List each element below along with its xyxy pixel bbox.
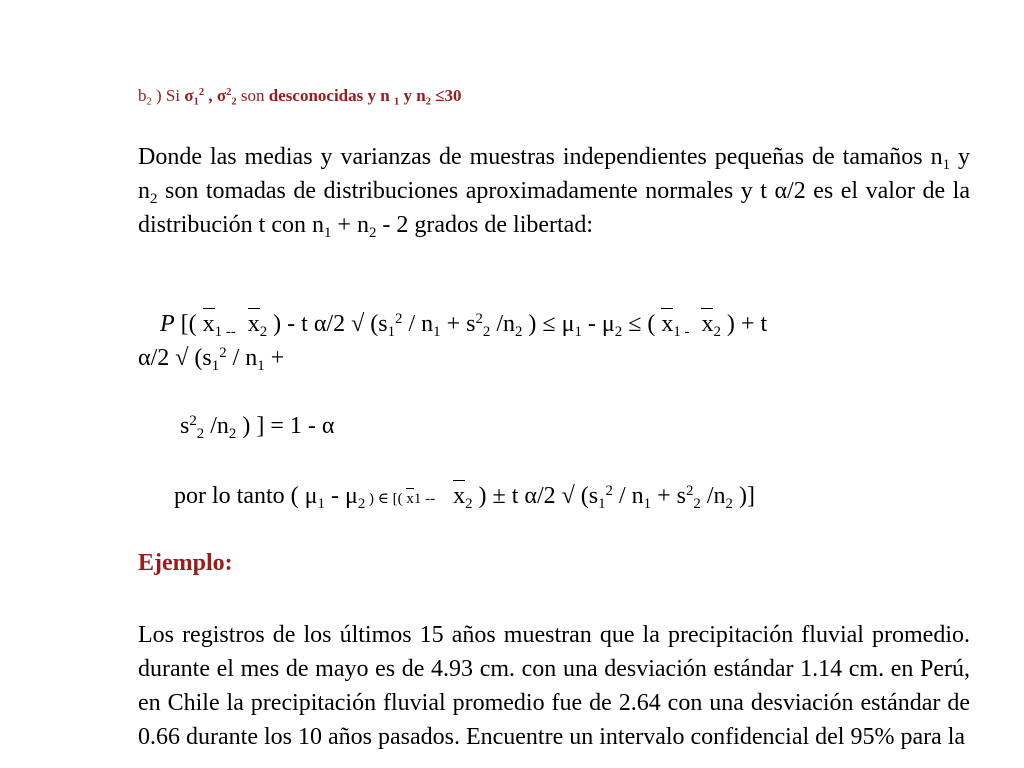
formula-line-4 (174, 482, 755, 513)
heading-comma: , (204, 86, 217, 105)
example-title: Ejemplo: (138, 550, 233, 576)
formula-line-1 (160, 310, 768, 341)
f4-n2-sub: 2 (725, 496, 733, 513)
f3-s-sup: 2 (189, 412, 197, 429)
p1-text-5: - 2 grados de libertad: (376, 212, 594, 238)
p1-text-3: son tomadas de distribuciones aproximadamente normales y t α/2 es el valor de la distribución t con n (138, 178, 970, 238)
example-paragraph: Los registros de los últimos 15 años muestran que la precipitación fluvial promedio. durante el mes de mayo es de 4.93 cm. con una desviación estándar 1.14 cm. en Perú, en Chile la precipitación fluvial promedio fue de 2.64 con una desviación estándar de 0.66 durante los 10 años pasados. Encuentre un intervalo confidencial del 95% para la (138, 622, 970, 750)
f1-s2-sub: 2 (482, 324, 491, 341)
f4-t5: + s (651, 483, 686, 509)
f4-t6: /n (700, 483, 726, 509)
prob-symbol: P (160, 311, 175, 337)
f4-mu1-sub: 1 (317, 496, 325, 513)
xbar-3-sub: 1 - (673, 324, 690, 341)
f4-t2: - μ (324, 483, 358, 509)
f2-t1: α/2 √ (s (138, 345, 212, 371)
p1-text-1: Donde las medias y varianzas de muestras independientes pequeñas de tamaños n (138, 144, 943, 170)
sigma-1-sub: 1 (193, 96, 199, 108)
xbar-1: x (202, 311, 215, 337)
heading-desconocidas: desconocidas y n (268, 86, 394, 105)
xbar-3: x (661, 311, 674, 337)
f1-leq2: ≤ ( (622, 311, 662, 337)
f1-leq1: ) ≤ μ (522, 311, 575, 337)
f2-s1-sub: 1 (211, 358, 220, 375)
formula-line-3 (180, 412, 335, 443)
f4-mu2-sub: 2 (357, 496, 366, 513)
xbar-2: x (247, 311, 260, 337)
case-heading (138, 86, 462, 106)
heading-leq-30: ≤30 (430, 86, 462, 105)
f4-t1: por lo tanto ( μ (174, 483, 318, 509)
heading-b: b (138, 86, 147, 105)
f1-minus: - μ (581, 311, 615, 337)
f2-t3: + (264, 345, 285, 371)
f1-n1-sub: 1 (433, 324, 441, 341)
f2-s1-sup: 2 (219, 344, 227, 361)
f2-t2: / n (226, 345, 258, 371)
p1-text-2: y n (138, 144, 971, 204)
f4-small-xbar: x (406, 491, 414, 507)
definition-paragraph (138, 140, 970, 242)
xbar-4-sub: 2 (713, 324, 721, 341)
f3-n-sub: 2 (228, 426, 237, 443)
f4-t3: ) ± t α/2 √ (s (472, 483, 599, 509)
xbar-4: x (701, 311, 714, 337)
f4-xbar-2: x (453, 483, 466, 509)
heading-sub: 2 (146, 96, 152, 108)
f3-t1: /n (204, 413, 229, 439)
sigma-2-sub: 2 (231, 96, 237, 108)
f3-s: s (180, 413, 190, 439)
f4-s2-sub: 2 (693, 496, 701, 513)
f1-s1-sup: 2 (395, 310, 403, 327)
p1-sub-3: 1 (323, 225, 332, 242)
f4-xbar-2-sub: 2 (465, 496, 473, 513)
f4-s1-sub: 1 (598, 496, 606, 513)
f1-s2-sup: 2 (475, 310, 483, 327)
f2-n1-sub: 1 (257, 358, 265, 375)
f1-mu1-sub: 1 (574, 324, 582, 341)
heading-y-n: y n (399, 86, 426, 105)
p1-sub-1: 1 (942, 157, 951, 174)
heading-n1-sub: 1 (393, 96, 400, 108)
f1-plus: + s (440, 311, 476, 337)
sigma-2-sup: 2 (226, 87, 232, 99)
f4-t4: / n (612, 483, 644, 509)
sigma-2: σ (216, 86, 227, 105)
f4-t7: )] (732, 483, 755, 509)
f1-mid: ) - t α/2 √ (s (267, 311, 388, 337)
heading-son: son (236, 86, 269, 105)
f1-mu2-sub: 2 (614, 324, 623, 341)
sigma-1: σ (184, 86, 194, 105)
p1-text-4: + n (331, 212, 369, 238)
xbar-2-sub: 2 (259, 324, 268, 341)
f1-open: [( (174, 311, 203, 337)
heading-n2-sub: 2 (425, 96, 431, 108)
xbar-1-sub: 1 -- (214, 324, 236, 341)
f4-n1-sub: 1 (643, 496, 652, 513)
f1-n2-sub: 2 (514, 324, 523, 341)
f4-small-tail: 1 -- (413, 491, 436, 507)
p1-sub-4: 2 (368, 225, 377, 242)
f3-t2: ) ] = 1 - α (236, 413, 335, 439)
sigma-1-sup: 2 (198, 87, 205, 99)
f4-s1-sup: 2 (605, 482, 613, 499)
f1-div1: / n (402, 311, 434, 337)
formula-line-2 (138, 344, 285, 375)
p1-sub-2: 2 (150, 191, 158, 208)
f1-s1-sub: 1 (387, 324, 396, 341)
f3-s-sub: 2 (196, 426, 205, 443)
f1-div2: /n (490, 311, 515, 337)
f4-s2-sup: 2 (685, 482, 694, 499)
f4-small-in: ) ∈ [( (365, 491, 407, 507)
heading-si: ) Si (151, 86, 185, 105)
f1-end: ) + t (720, 311, 768, 337)
